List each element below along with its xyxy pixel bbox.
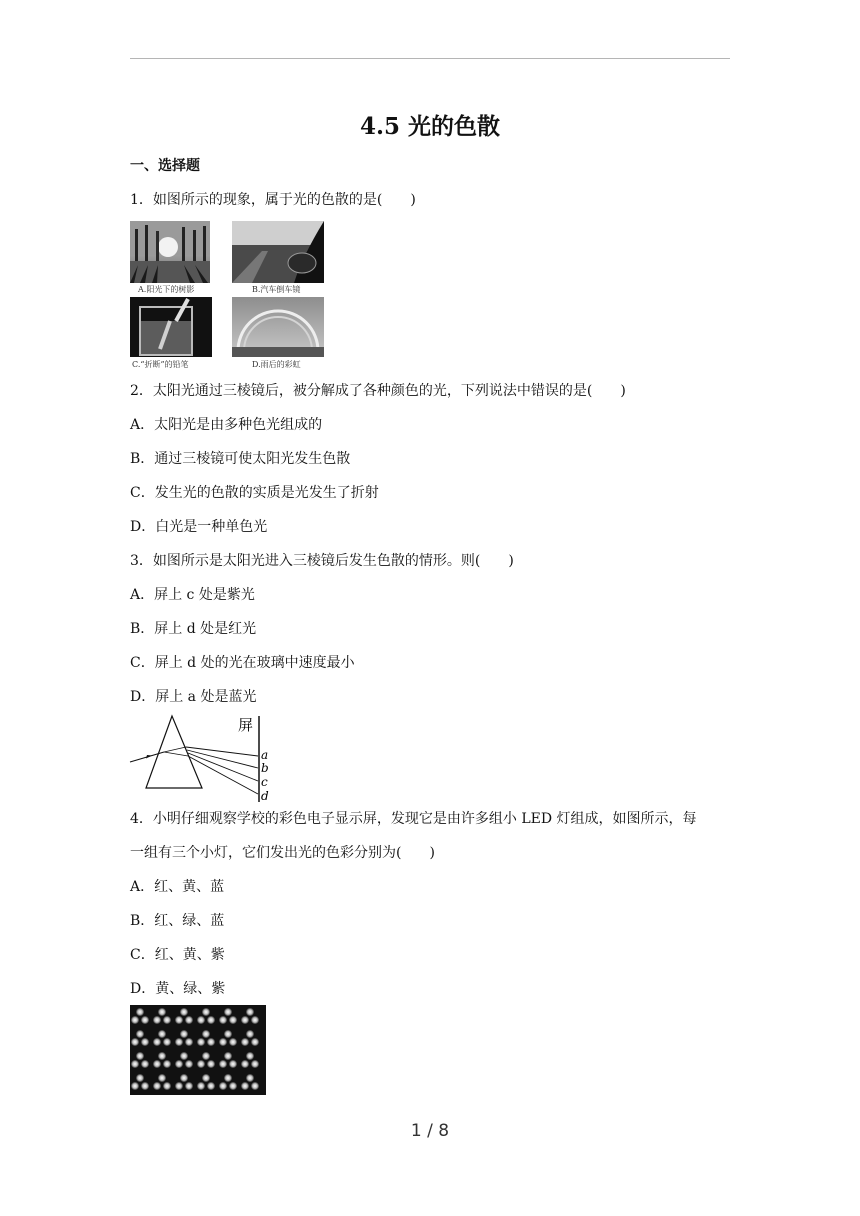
- led-dot: [197, 1038, 205, 1046]
- question-1-stem: 1．如图所示的现象，属于光的色散的是( ): [130, 192, 416, 208]
- led-dot: [153, 1038, 161, 1046]
- led-dot: [246, 1008, 254, 1016]
- page-title: 4.5 光的色散: [359, 113, 501, 140]
- led-dot: [197, 1082, 205, 1090]
- led-dot: [141, 1082, 149, 1090]
- led-dot: [219, 1038, 227, 1046]
- question-4-stem-line-2: 一组有三个小灯，它们发出光的色彩分别为( ): [130, 845, 435, 861]
- label-b: b: [261, 761, 269, 775]
- caption-d: D.雨后的彩虹: [252, 360, 301, 369]
- led-dot: [131, 1016, 139, 1024]
- prism-dispersion-diagram: [128, 712, 276, 808]
- led-dot: [202, 1052, 210, 1060]
- led-dot: [241, 1038, 249, 1046]
- photo-tree-shadow: [130, 221, 210, 287]
- led-dot: [202, 1030, 210, 1038]
- led-dot: [158, 1030, 166, 1038]
- led-dot: [131, 1082, 139, 1090]
- led-dot: [224, 1030, 232, 1038]
- led-dot: [185, 1060, 193, 1068]
- led-dot: [141, 1038, 149, 1046]
- question-3-option-a: A．屏上 c 处是紫光: [130, 587, 255, 603]
- led-dot: [131, 1060, 139, 1068]
- led-dot: [141, 1016, 149, 1024]
- led-dot: [163, 1082, 171, 1090]
- led-dot: [175, 1016, 183, 1024]
- led-dot: [185, 1016, 193, 1024]
- question-2-stem: 2．太阳光通过三棱镜后，被分解成了各种颜色的光，下列说法中错误的是( ): [130, 383, 626, 399]
- question-4-option-b: B．红、绿、蓝: [130, 913, 225, 929]
- led-dot: [251, 1060, 259, 1068]
- question-3-option-b: B．屏上 d 处是红光: [130, 621, 257, 637]
- led-dot: [224, 1052, 232, 1060]
- led-dot: [136, 1030, 144, 1038]
- led-dot: [219, 1082, 227, 1090]
- led-dot: [207, 1038, 215, 1046]
- led-dot: [163, 1060, 171, 1068]
- question-4-option-a: A．红、黄、蓝: [130, 879, 225, 895]
- led-dot: [175, 1060, 183, 1068]
- led-dot: [246, 1030, 254, 1038]
- led-dot: [136, 1008, 144, 1016]
- led-dot: [180, 1074, 188, 1082]
- led-dot: [246, 1074, 254, 1082]
- led-dot: [246, 1052, 254, 1060]
- led-dot: [180, 1030, 188, 1038]
- led-dot: [202, 1008, 210, 1016]
- label-c: c: [261, 775, 268, 789]
- led-dot: [153, 1060, 161, 1068]
- led-display-photo: [130, 1005, 266, 1099]
- led-dot: [185, 1082, 193, 1090]
- caption-b: B.汽车倒车镜: [252, 285, 301, 294]
- section-heading: 一、选择题: [130, 158, 200, 174]
- led-dot: [158, 1074, 166, 1082]
- led-dot: [241, 1016, 249, 1024]
- label-d: d: [261, 789, 269, 803]
- led-dot: [131, 1038, 139, 1046]
- label-screen: 屏: [238, 716, 254, 734]
- photo-rainbow: [232, 297, 324, 361]
- led-dot: [229, 1016, 237, 1024]
- led-dot: [251, 1038, 259, 1046]
- led-dot: [241, 1082, 249, 1090]
- led-dot: [141, 1060, 149, 1068]
- led-dot: [251, 1082, 259, 1090]
- header-rule: [130, 58, 730, 59]
- caption-a: A.阳光下的树影: [138, 285, 195, 294]
- led-dot: [180, 1052, 188, 1060]
- led-dot: [158, 1052, 166, 1060]
- led-dot: [136, 1052, 144, 1060]
- question-4-stem-line-1: 4．小明仔细观察学校的彩色电子显示屏，发现它是由许多组小 LED 灯组成，如图所示，每: [130, 811, 697, 827]
- led-dot: [251, 1016, 259, 1024]
- led-dot: [229, 1060, 237, 1068]
- page-number: 1 / 8: [410, 1121, 450, 1141]
- led-dot: [153, 1082, 161, 1090]
- led-dot: [202, 1074, 210, 1082]
- led-dot: [153, 1016, 161, 1024]
- led-dot: [197, 1060, 205, 1068]
- led-dot: [136, 1074, 144, 1082]
- question-4-option-d: D．黄、绿、紫: [130, 981, 226, 997]
- question-2-option-a: A．太阳光是由多种色光组成的: [130, 417, 323, 433]
- led-dot: [158, 1008, 166, 1016]
- photo-car-mirror: [232, 221, 324, 287]
- led-dot: [219, 1016, 227, 1024]
- led-dot: [197, 1016, 205, 1024]
- question-2-option-c: C．发生光的色散的实质是光发生了折射: [130, 485, 379, 501]
- led-dot: [163, 1016, 171, 1024]
- question-4-option-c: C．红、黄、紫: [130, 947, 225, 963]
- question-2-option-b: B．通过三棱镜可使太阳光发生色散: [130, 451, 351, 467]
- led-dot: [175, 1038, 183, 1046]
- led-dot: [207, 1016, 215, 1024]
- led-dot: [229, 1038, 237, 1046]
- question-3-stem: 3．如图所示是太阳光进入三棱镜后发生色散的情形。则( ): [130, 553, 514, 569]
- led-dot: [224, 1074, 232, 1082]
- photo-bent-pencil: [130, 297, 212, 361]
- question-3-option-c: C．屏上 d 处的光在玻璃中速度最小: [130, 655, 355, 671]
- question-3-option-d: D．屏上 a 处是蓝光: [130, 689, 257, 705]
- caption-c: C.“折断”的铅笔: [132, 360, 189, 369]
- led-dot: [219, 1060, 227, 1068]
- led-dot: [224, 1008, 232, 1016]
- label-a: a: [261, 748, 269, 762]
- led-dot: [163, 1038, 171, 1046]
- led-dot: [185, 1038, 193, 1046]
- question-2-option-d: D．白光是一种单色光: [130, 519, 268, 535]
- led-dot: [229, 1082, 237, 1090]
- led-dot: [180, 1008, 188, 1016]
- led-dot: [175, 1082, 183, 1090]
- led-dot: [241, 1060, 249, 1068]
- led-dot: [207, 1082, 215, 1090]
- led-dot: [207, 1060, 215, 1068]
